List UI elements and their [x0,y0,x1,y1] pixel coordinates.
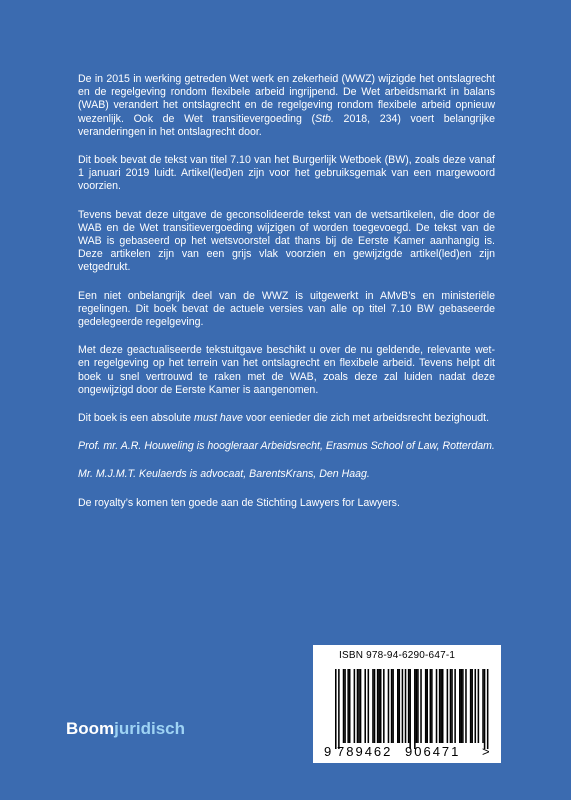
paragraph-edition: Met deze geactualiseerde tekstuitgave beschikt u over de nu geldende, relevante wet- en regelgeving op het terrein van het ontslagrecht en flexibele arbeid. Tevens helpt dit boek u snel vertrouwd te raken met de WAB, zoals deze zal luiden nadat deze ongewijzigd door de Eerste Kamer is aangenomen. [78,344,495,396]
barcode-bar [417,669,419,743]
paragraph-consolidated: Tevens bevat deze uitgave de geconsolideerde tekst van de wetsartikelen, die door de WAB en de Wet transitievergoeding wijzigen of worden toegevoegd. De tekst van de WAB is gebaseerd op het wetsvoorstel dat thans bij de Eerste Kamer aanhangig is. Deze artikelen zijn van een grijs vlak voorzien en gewijzigde artikel(led)en zijn vetgedrukt. [78,208,495,274]
barcode-bar [372,669,374,743]
barcode-bar [364,669,366,743]
barcode-bar [416,669,418,743]
barcode-bar [402,669,404,743]
barcode-bar [430,669,432,743]
barcode-bar [482,669,484,743]
barcode-bar [368,669,370,743]
barcode-bar [470,669,472,743]
barcode-bar [378,669,380,743]
barcode-bar [397,669,399,743]
barcode-panel [313,645,501,763]
barcode-bar [459,669,461,743]
barcode-bar [405,669,407,743]
barcode-bars [335,669,488,749]
paragraph-intro: De in 2015 in werking getreden Wet werk en zekerheid (WWZ) wijzigde het ontslagrecht en de regelgeving rondom flexibele arbeid ingrijpend. De Wet arbeidsmarkt in balans (WAB) verandert het ontslagrecht en de regelgeving rondom flexibele arbeid opnieuw wezenlijk. Ook de Wet transitievergoeding (Stb. 2018, 234) voert belangrijke veranderingen in het ontslagrecht door. [78,73,495,138]
barcode-bar [338,669,340,749]
barcode-bar [408,669,410,743]
barcode-bar [462,669,464,743]
barcode-bar [335,669,337,749]
barcode-bar [447,669,449,743]
barcode-bar [391,669,393,743]
barcode-bar [442,669,444,743]
paragraph-must-have: Dit boek is een absolute must have voor eenieder die zich met arbeidsrecht bezighoudt. [78,412,490,425]
barcode-bar [439,669,441,743]
barcode-bar [487,669,489,749]
barcode-bar [454,669,456,743]
barcode-bar [377,669,379,743]
barcode-bar [484,669,486,749]
barcode-bar [392,669,394,743]
paragraph-regulations: Een niet onbelangrijk deel van de WWZ is uitgewerkt in AMvB’s en ministeriële regelingen. Dit boek bevat de actuele versies van alle op titel 7.10 BW gebaseerde gedelegeerde regelgeving. [78,289,495,329]
barcode-bar [431,669,433,743]
barcode-bar [451,669,453,743]
barcode-bar [414,669,416,749]
isbn-label: ISBN 978-94-6290-647-1 [339,650,456,661]
barcode-bar [380,669,382,743]
barcode-bar [478,669,480,743]
barcode-digits-left: 789462 [337,744,393,759]
barcode-bar [349,669,351,743]
barcode-digit-first: 9 [324,744,332,759]
author-houweling: Prof. mr. A.R. Houweling is hoogleraar Arbeidsrecht, Erasmus School of Law, Rotterdam. [78,440,495,453]
barcode-bar [425,669,427,743]
barcode-bar [475,669,477,743]
publisher-logo: Boomjuridisch [66,719,186,738]
back-cover-text [78,73,495,525]
barcode-digits-right: 906471 [405,744,461,759]
barcode-quiet-mark: > [482,744,490,759]
barcode-bar [450,669,452,743]
barcode-bar [383,669,385,743]
barcode-bar [343,669,345,743]
barcode-bar [344,669,346,743]
barcode-bar [440,669,442,743]
royalty-note: De royalty’s komen ten goede aan de Stichting Lawyers for Lawyers. [78,496,400,509]
barcode-bar [358,669,360,743]
barcode-bar [420,669,422,743]
barcode-bar [374,669,376,743]
barcode-bar [347,669,349,743]
barcode-image [323,665,493,761]
paragraph-contents: Dit boek bevat de tekst van titel 7.10 van het Burgerlijk Wetboek (BW), zoals deze vanaf 1 januari 2019 luidt. Artikel(led)en zijn voor het gebruiksgemak van een margewoord voorzien. [78,154,495,193]
barcode-bar [461,669,463,743]
barcode-bar [436,669,438,743]
barcode-bar [360,669,362,743]
barcode-bar [409,669,411,749]
barcode-bar [388,669,390,743]
barcode-bar [357,669,359,743]
barcode-bar [426,669,428,743]
barcode-bar [471,669,473,743]
barcode-bar [465,669,467,743]
barcode-bar [399,669,401,743]
author-keulaerds: Mr. M.J.M.T. Keulaerds is advocaat, BarentsKrans, Den Haag. [78,468,370,481]
barcode-bar [354,669,356,743]
